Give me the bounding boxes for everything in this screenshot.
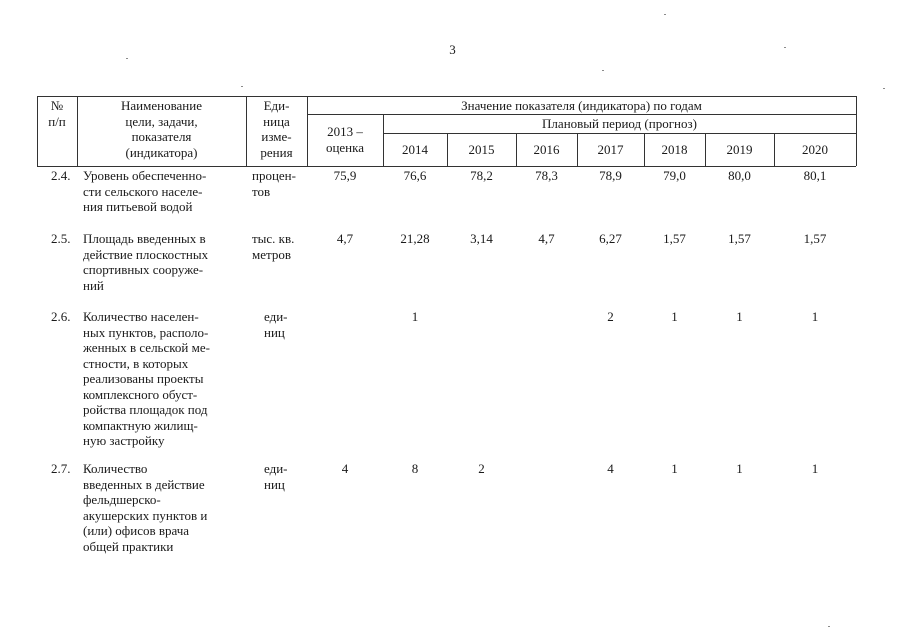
row-unit-line: метров: [252, 246, 291, 262]
row-name-line: стности, в которых: [83, 355, 189, 371]
value-2016: 78,3: [535, 168, 558, 183]
row-name-line: компактную жилищ-: [83, 417, 198, 433]
header-estimate-line: оценка: [325, 139, 365, 155]
row-unit: [252, 231, 307, 262]
value-2017: 6,27: [599, 231, 622, 246]
value-2018: 1,57: [663, 231, 686, 246]
value-2019: 80,0: [728, 168, 751, 183]
row-name: [83, 168, 241, 215]
header-values: Значение показателя (индикатора) по годам: [461, 98, 702, 113]
header-year: 2020: [802, 142, 828, 157]
row-unit-line: процен-: [252, 168, 296, 183]
row-name-line: Площадь введенных в: [83, 231, 206, 246]
row-name-line: общей практики: [83, 538, 174, 554]
value-2015: 3,14: [470, 231, 493, 246]
row-name-line: ройства площадок под: [83, 402, 208, 417]
scan-speck: [828, 626, 830, 627]
header-name-line: Наименование: [121, 98, 202, 113]
header-unit-line: рения: [260, 144, 293, 160]
row-name-line: ний: [83, 277, 104, 293]
header-estimate-line: 2013 –: [327, 124, 363, 139]
value-2014: 1: [411, 309, 419, 324]
row-name-line: ную застройку: [83, 433, 165, 448]
scan-speck: [126, 58, 128, 59]
value-2018: 79,0: [663, 168, 686, 183]
value-2013: 4: [341, 461, 349, 476]
row-name-line: (или) офисов врача: [83, 523, 190, 538]
row-unit: [264, 309, 307, 340]
table-line: [37, 96, 856, 97]
header-year: 2017: [597, 142, 624, 157]
scan-speck: [602, 70, 604, 71]
value-2014: 76,6: [403, 168, 427, 183]
row-unit-line: тыс. кв.: [252, 231, 295, 246]
row-name: [83, 461, 241, 554]
scan-speck: [664, 14, 666, 15]
header-unit-line: ница: [263, 113, 290, 129]
row-unit-line: еди-: [264, 309, 288, 324]
table-line: [37, 166, 856, 167]
value-2018: 1: [671, 461, 678, 476]
header-unit-line: изме-: [261, 129, 292, 144]
value-2016: 4,7: [538, 231, 555, 246]
row-name-line: действие плоскостных: [83, 246, 209, 262]
value-2019: 1,57: [728, 231, 751, 246]
header-unit-line: Еди-: [263, 98, 290, 113]
header-year: 2015: [468, 142, 495, 157]
header-unit: [246, 98, 307, 160]
row-number: 2.5.: [51, 231, 71, 246]
value-2015: 78,2: [470, 168, 493, 183]
value-2020: 80,1: [803, 168, 827, 183]
table-line: [307, 114, 856, 115]
header-name-line: (индикатора): [125, 144, 198, 160]
header-name-line: показателя: [131, 129, 192, 144]
value-2018: 1: [671, 309, 678, 324]
header-name-line: цели, задачи,: [125, 113, 198, 129]
row-name-line: ных пунктов, располо-: [83, 324, 209, 340]
value-2013: 75,9: [333, 168, 357, 183]
table-line: [383, 133, 856, 134]
value-2017: 4: [607, 461, 614, 476]
row-number: 2.6.: [51, 309, 71, 324]
row-name-line: Количество населен-: [83, 309, 199, 324]
header-year: 2018: [661, 142, 688, 157]
row-number: 2.4.: [51, 168, 71, 183]
row-name-line: Количество: [83, 461, 148, 476]
row-unit-line: ниц: [264, 324, 285, 340]
table-line: [856, 96, 857, 166]
header-year: 2014: [402, 142, 428, 157]
header-year: 2019: [726, 142, 753, 157]
page-number: 3: [449, 42, 456, 57]
header-year: 2016: [533, 142, 560, 157]
row-name: [83, 231, 241, 293]
row-name-line: Уровень обеспеченно-: [83, 168, 207, 183]
row-name-line: фельдшерско-: [83, 492, 161, 507]
row-name-line: комплексного обуст-: [83, 386, 198, 402]
value-2014: 21,28: [400, 231, 430, 246]
value-2019: 1: [736, 461, 743, 476]
value-2013: 4,7: [336, 231, 354, 246]
value-2017: 2: [607, 309, 614, 324]
header-estimate: [307, 124, 383, 155]
row-name-line: женных в сельской ме-: [83, 340, 210, 355]
value-2019: 1: [736, 309, 743, 324]
row-name-line: введенных в действие: [83, 476, 205, 492]
value-2020: 1,57: [803, 231, 827, 246]
row-unit: [264, 461, 307, 492]
row-name-line: акушерских пунктов и: [83, 507, 208, 523]
value-2020: 1: [811, 461, 819, 476]
row-number: 2.7.: [51, 461, 71, 476]
row-name-line: спортивных сооруже-: [83, 262, 204, 277]
header-name: [77, 98, 246, 160]
header-number-line: п/п: [48, 113, 66, 129]
row-name-line: сти сельского населе-: [83, 183, 203, 199]
value-2017: 78,9: [599, 168, 622, 183]
row-unit-line: ниц: [264, 476, 285, 492]
value-2014: 8: [411, 461, 419, 476]
header-plan-period: Плановый период (прогноз): [542, 116, 697, 131]
header-number-line: №: [50, 98, 64, 113]
scan-speck: [883, 88, 885, 89]
row-unit-line: еди-: [264, 461, 288, 476]
value-2020: 1: [811, 309, 819, 324]
row-name-line: ния питьевой водой: [83, 199, 193, 214]
row-unit-line: тов: [252, 183, 271, 199]
row-unit: [252, 168, 307, 199]
value-2015: 2: [478, 461, 485, 476]
row-name: [83, 309, 241, 449]
header-number: [37, 98, 77, 129]
row-name-line: реализованы проекты: [83, 371, 204, 386]
scan-speck: [241, 86, 243, 87]
